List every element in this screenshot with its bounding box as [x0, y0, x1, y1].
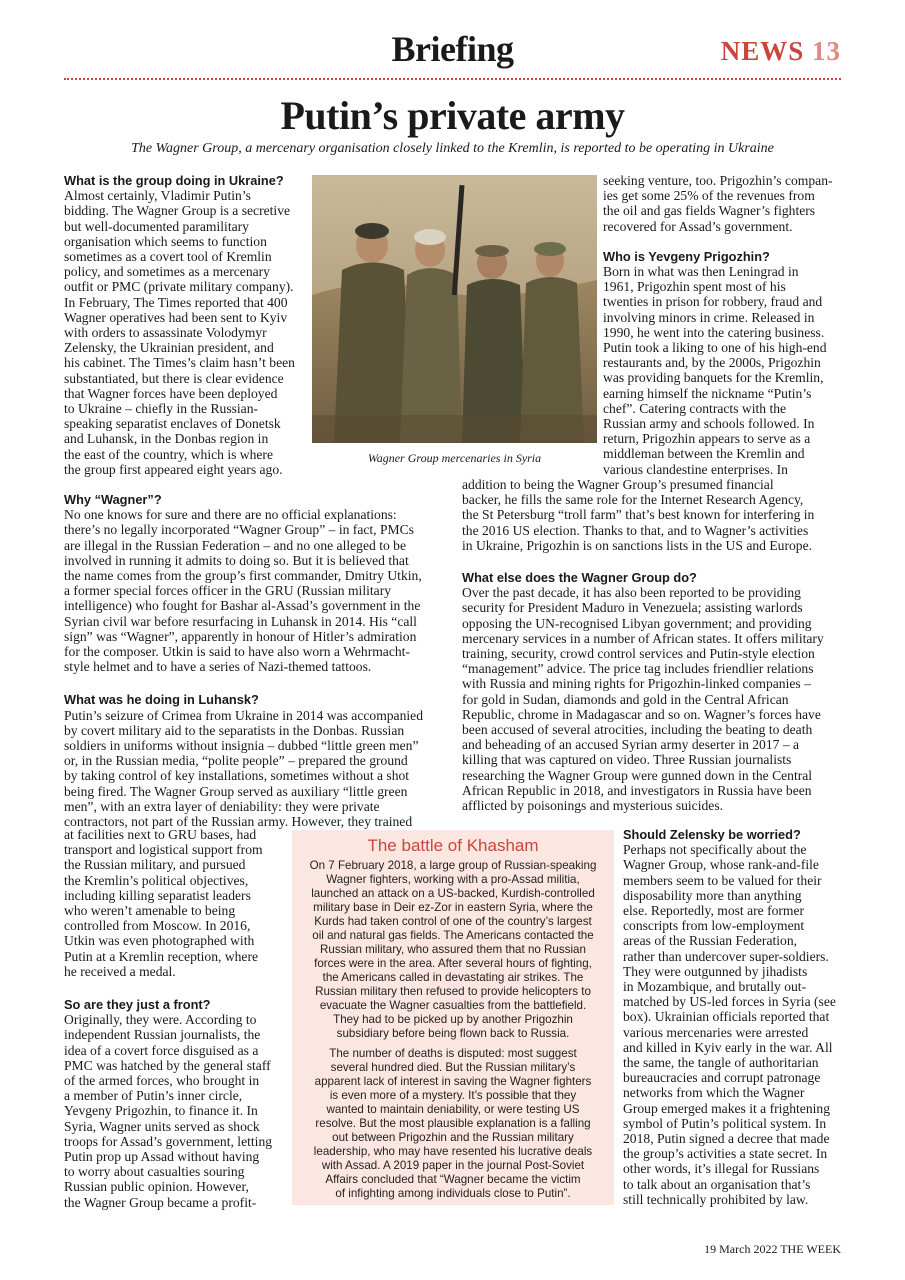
text-line: the group’s activities a state secret. In — [623, 1146, 828, 1162]
text-line: bureaucracies and corrupt patronage — [623, 1070, 821, 1086]
text-line: the group first appeared eight years ago. — [64, 461, 283, 477]
text-line: members seem to be valued for their — [623, 872, 822, 888]
footer-dateline: 19 March 2022 THE WEEK — [704, 1242, 841, 1256]
text-line: ies get some 25% of the revenues from — [603, 188, 815, 204]
text-line: sometimes as a covert tool of Kremlin — [64, 249, 272, 265]
text-line: the St Petersburg “troll farm” that’s best known for interfering in — [462, 507, 815, 523]
text-line: of infighting among individuals close to Putin”. — [335, 1187, 571, 1200]
text-line: addition to being the Wagner Group’s presumed financial — [462, 477, 774, 492]
text-line: the 2016 US election. Thanks to that, and to Wagner’s activities — [462, 522, 809, 538]
text-line: areas of the Russian Federation, — [623, 933, 798, 949]
text-line: the name comes from the group’s first commander, Dmitry Utkin, — [64, 568, 422, 584]
text-line: researching the Wagner Group were gunned down in the Central — [462, 767, 813, 783]
box-paragraph-1 — [300, 859, 606, 1041]
text-line: return, Prigozhin appears to serve as a — [603, 431, 811, 447]
text-line: several hundred died. But the Russian military’s — [330, 1061, 576, 1074]
text-line: seeking venture, too. Prigozhin’s compan- — [603, 173, 833, 188]
subhead-q6: What else does the Wagner Group do? — [462, 570, 697, 586]
text-line: 2018, Putin signed a decree that made — [623, 1131, 830, 1147]
text-line: in Mozambique, and brutally out- — [623, 979, 807, 995]
text-line: idea of a covert force disguised as a — [64, 1042, 259, 1058]
section-q5-continued — [462, 477, 862, 813]
text-line: of the armed forces, who brought in — [64, 1073, 260, 1089]
section-q3-q4 — [64, 827, 286, 1210]
text-line: restaurants and, by the 2000s, Prigozhin — [603, 355, 821, 371]
text-line: Putin’s seizure of Crimea from Ukraine in 2014 was accompanied — [64, 707, 423, 723]
text-line: military base in Deir ez-Zor in eastern Syria, where the — [313, 901, 593, 914]
text-line: by covert military aid to the separatists in the Donbas. Russian — [64, 722, 405, 738]
text-line: Syrian civil war before resurfacing in Luhansk in 2014. His “call — [64, 613, 417, 629]
news-page-tag — [721, 36, 841, 67]
text-line: his cabinet. The Times’s claim hasn’t been — [64, 355, 295, 371]
text-line: there’s no legally incorporated “Wagner Group” – in fact, PMCs — [64, 522, 414, 538]
text-line: and beheading of an accused Syrian army deserter in 2017 – a — [462, 737, 800, 753]
text-line: 1990, he went into the catering business. — [603, 324, 825, 340]
text-line: chef”. Catering contracts with the — [603, 400, 787, 416]
text-line: to talk about an organisation that’s — [623, 1176, 811, 1192]
text-line: was providing banquets for the Kremlin, — [603, 370, 824, 386]
text-line: troops for Assad’s government, letting — [64, 1133, 273, 1149]
text-line: transport and logistical support from — [64, 842, 263, 858]
text-line: earning himself the nickname “Putin’s — [603, 385, 812, 401]
text-line: recovered for Assad’s government. — [603, 218, 793, 234]
text-line: Kurds had taken control of one of the country’s largest — [314, 915, 592, 928]
text-line: box). Ukrainian officials reported that — [623, 1009, 830, 1025]
subhead-q5: Who is Yevgeny Prigozhin? — [603, 248, 770, 264]
text-line: with Assad. A 2019 paper in the journal Post-Soviet — [321, 1159, 585, 1172]
text-line: Russian military then refused to provide helicopters to — [315, 985, 591, 998]
column-right-top — [603, 173, 843, 477]
text-line: Wagner Group, whose rank-and-file — [623, 857, 819, 873]
subhead-q4: So are they just a front? — [64, 997, 211, 1013]
text-line: No one knows for sure and there are no official explanations: — [64, 507, 397, 523]
text-line: to worry about casualties souring — [64, 1164, 245, 1180]
text-line: Perhaps not specifically about the — [623, 842, 807, 858]
text-line: Yevgeny Prigozhin, to finance it. In — [64, 1103, 258, 1119]
text-line: soldiers in uniforms without insignia – dubbed “little green men” — [64, 738, 419, 754]
text-line: backer, he fills the same role for the Internet Research Agency, — [462, 492, 804, 508]
text-line: Putin at a Kremlin reception, where — [64, 948, 259, 964]
box-title: The battle of Khasham — [367, 836, 539, 855]
text-line: subsidiary before being flown back to Russia. — [336, 1027, 570, 1040]
mercenaries-photo — [312, 175, 597, 443]
text-line: style helmet and to have a series of Nazi-themed tattoos. — [64, 659, 372, 675]
text-line: They were outgunned by jihadists — [623, 963, 808, 979]
text-line: Putin prop up Assad without having — [64, 1149, 260, 1165]
text-line: the same, the tangle of authoritarian — [623, 1055, 819, 1071]
text-line: the Americans called in devastating air strikes. The — [322, 971, 584, 984]
header-divider — [64, 78, 841, 80]
text-line: In February, The Times reported that 400 — [64, 294, 288, 310]
text-line: Syria, Wagner units served as shock — [64, 1118, 260, 1134]
text-line: contractors, not part of the Russian army. However, they trained — [64, 814, 413, 830]
subhead-q2: Why “Wagner”? — [64, 492, 162, 507]
text-line: for the composer. Utkin is said to have also worn a Wehrmacht- — [64, 644, 410, 660]
text-line: a member of Putin’s inner circle, — [64, 1088, 243, 1104]
text-line: bidding. The Wagner Group is a secretive — [64, 203, 291, 219]
text-line: men”, with an extra layer of deniability: they were private — [64, 798, 380, 814]
headline: Putin’s private army — [280, 93, 625, 138]
col3-continuation — [603, 173, 843, 234]
text-line: other words, it’s illegal for Russians — [623, 1161, 820, 1177]
box-paragraph-2 — [300, 1047, 606, 1201]
section-q5-body-wide — [462, 477, 862, 553]
text-line: outfit or PMC (private military company). — [64, 279, 294, 295]
text-line: various clandestine enterprises. In — [603, 461, 788, 477]
text-line: substantiated, but there is clear evidence — [64, 370, 284, 386]
text-line: else. Reportedly, most are former — [623, 903, 805, 919]
text-line: disposability more than anything — [623, 887, 802, 903]
subhead-q3: What was he doing in Luhansk? — [64, 692, 259, 708]
text-line: being fired. The Wagner Group served as auxiliary “little green — [64, 783, 408, 799]
text-line: Wagner fighters, working with a pro-Assad militia, — [326, 873, 580, 886]
section-q2-body — [64, 507, 449, 674]
text-line: forces were in the area. After several hours of fighting, — [314, 957, 592, 970]
text-line: Zelensky, the Ukrainian president, and — [64, 340, 274, 356]
text-line: policy, and sometimes as a mercenary — [64, 264, 270, 280]
text-line: wanted to maintain deniability, or were testing US — [326, 1103, 580, 1116]
section-q3-body — [64, 708, 449, 830]
text-line: a former special forces officer in the GRU (Russian military — [64, 583, 392, 599]
section-q5-body — [603, 264, 843, 477]
subhead-q7: Should Zelensky be worried? — [623, 827, 801, 842]
text-line: he received a medal. — [64, 963, 176, 979]
text-line: the Kremlin’s political objectives, — [64, 872, 249, 888]
text-line: speaking separatist enclaves of Donetsk — [64, 416, 281, 432]
text-line: with orders to assassinate Volodymyr — [64, 325, 267, 341]
section-q6-body — [462, 585, 862, 813]
text-line: launched an attack on a US-backed, Kurdish-controlled — [311, 887, 595, 900]
text-line: involved in running it admits to doing so. But it is believed that — [64, 552, 409, 568]
text-line: various mercenaries were arrested — [623, 1024, 809, 1040]
text-line: Group emerged makes it a frightening — [623, 1100, 830, 1116]
text-line: but well-documented paramilitary — [64, 218, 249, 234]
photo-illustration — [312, 175, 597, 443]
text-line: Born in what was then Leningrad in — [603, 264, 799, 280]
text-line: intelligence) who fought for Bashar al-Assad’s government in the — [64, 598, 421, 614]
text-line: Russian public opinion. However, — [64, 1179, 249, 1195]
text-line: training, security, crowd control services and Putin-style election — [462, 646, 815, 662]
text-line: Over the past decade, it has also been reported to be providing — [462, 585, 801, 601]
section-q7-body — [623, 842, 853, 1207]
text-line: still technically prohibited by law. — [623, 1191, 809, 1207]
text-line: conscripts from low-employment — [623, 918, 805, 934]
text-line: Republic, chrome in Madagascar and so on. Wagner’s forces have — [462, 706, 821, 722]
text-line: opposing the UN-recognised Libyan government; and providing — [462, 615, 812, 631]
text-line: the oil and gas fields Wagner’s fighters — [603, 203, 816, 219]
text-line: and killed in Kyiv early in the war. All — [623, 1039, 833, 1055]
text-line: that Wagner forces have been deployed — [64, 385, 278, 401]
text-line: the Russian military, and pursued — [64, 857, 246, 873]
text-line: rather than undercover super-soldiers. — [623, 948, 829, 964]
text-line: independent Russian journalists, the — [64, 1027, 261, 1043]
section-title: Briefing — [391, 29, 514, 69]
news-label: NEWS — [720, 36, 805, 66]
text-line: out between Prigozhin and the Russian military — [332, 1131, 574, 1144]
text-line: apparent lack of interest in saving the Wagner fighters — [314, 1075, 592, 1088]
text-line: in Ukraine, Prigozhin is on sanctions lists in the US and Europe. — [462, 537, 812, 553]
text-line: with Russia and mining rights for Prigozhin-linked companies – — [462, 676, 811, 692]
text-line: Originally, they were. According to — [64, 1012, 257, 1028]
photo-caption: Wagner Group mercenaries in Syria — [367, 451, 542, 465]
text-line: Utkin was even photographed with — [64, 933, 255, 949]
text-line: Affairs concluded that “Wagner became the victim — [325, 1173, 581, 1186]
text-line: “management” advice. The price tag includes friendlier relations — [462, 661, 814, 677]
text-line: and Luhansk, in the Donbas region in — [64, 431, 269, 447]
text-line: for gold in Sudan, diamonds and gold in the Central African — [462, 691, 789, 707]
text-line: oil and natural gas fields. The Americans contacted the — [312, 929, 594, 942]
text-line: evacuate the Wagner casualties from the battlefield. — [319, 999, 587, 1012]
text-line: symbol of Putin’s political system. In — [623, 1115, 827, 1131]
text-line: including killing separatist leaders — [64, 887, 251, 903]
text-line: African Republic in 2018, and investigators in Russia have been — [462, 782, 812, 798]
text-line: They had to be picked up by another Prigozhin — [333, 1013, 573, 1026]
page-number: 13 — [812, 36, 841, 66]
section-q1 — [64, 173, 304, 477]
text-line: mercenary services in a number of African states. It offers military — [462, 630, 824, 646]
text-line: Almost certainly, Vladimir Putin’s — [64, 188, 251, 204]
text-line: killing that was captured on video. Three Russian journalists — [462, 752, 792, 768]
text-line: PMC was hatched by the general staff — [64, 1057, 271, 1073]
text-line: the Wagner Group became a profit- — [64, 1194, 257, 1210]
text-line: leadership, who may have resented his lucrative deals — [313, 1145, 593, 1158]
battle-of-khasham-box — [292, 830, 614, 1205]
text-line: networks from which the Wagner — [623, 1085, 805, 1101]
text-line: Russian military, who assured them that no Russian — [320, 943, 586, 956]
section-q7 — [623, 827, 853, 1207]
text-line: the east of the country, which is where — [64, 446, 273, 462]
text-line: On 7 February 2018, a large group of Russian-speaking — [309, 859, 597, 872]
text-line: Putin took a liking to one of his high-end — [603, 340, 827, 356]
text-line: Russian army and schools followed. In — [603, 416, 815, 432]
standfirst: The Wagner Group, a mercenary organisation closely linked to the Kremlin, is reported to be operating in Ukraine — [131, 141, 774, 156]
text-line: twenties in prison for robbery, fraud and — [603, 294, 823, 310]
text-line: at facilities next to GRU bases, had — [64, 827, 257, 842]
text-line: is even more of a mystery. It’s possible that they — [329, 1089, 577, 1102]
text-line: 1961, Prigozhin spent most of his — [603, 279, 786, 295]
text-line: matched by US-led forces in Syria (see — [623, 994, 836, 1010]
text-line: to Ukraine – chiefly in the Russian- — [64, 401, 259, 417]
text-line: security for President Maduro in Venezuela; assisting warlords — [462, 600, 803, 616]
text-line: middleman between the Kremlin and — [603, 446, 805, 462]
text-line: organisation which seems to function — [64, 233, 267, 249]
text-line: resolve. But the most plausible explanation is a falling — [315, 1117, 591, 1130]
text-line: by taking control of key installations, sometimes without a shot — [64, 768, 410, 784]
text-line: who weren’t amenable to being — [64, 903, 236, 919]
section-q2-q3 — [64, 492, 449, 829]
section-q3-body-narrow — [64, 827, 286, 979]
text-line: controlled from Moscow. In 2016, — [64, 918, 251, 934]
text-line: are illegal in the Russian Federation – and no one alleged to be — [64, 537, 407, 553]
text-line: involving minors in crime. Released in — [603, 309, 815, 325]
text-line: sign” was “Wagner”, apparently in honour of Hitler’s admiration — [64, 628, 417, 644]
section-q4-body — [64, 1012, 286, 1210]
text-line: The number of deaths is disputed: most suggest — [329, 1047, 577, 1060]
text-line: Wagner operatives had been sent to Kyiv — [64, 309, 288, 325]
section-q1-body — [64, 188, 304, 477]
text-line: afflicted by poisonings and mysterious suicides. — [462, 798, 724, 814]
text-line: or, in the Russian media, “polite people” – prepared the ground — [64, 753, 408, 769]
subhead-q1: What is the group doing in Ukraine? — [64, 173, 284, 188]
text-line: been accused of several atrocities, including the beating to death — [462, 722, 813, 738]
